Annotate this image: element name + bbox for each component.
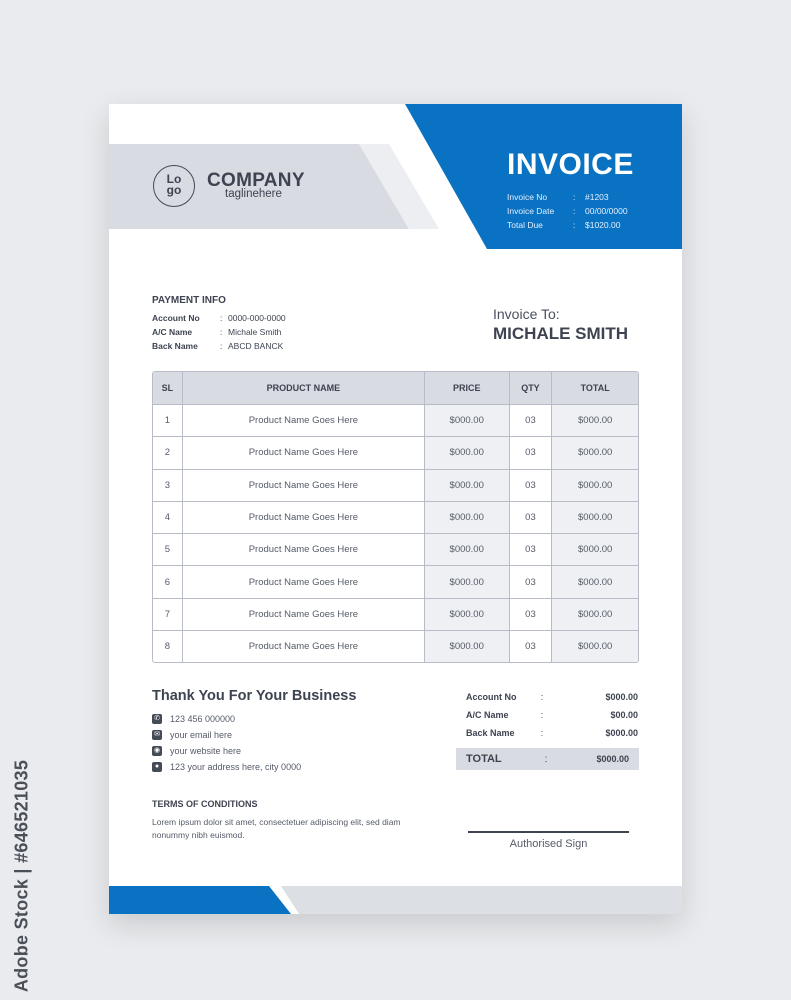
signature-line bbox=[468, 831, 629, 833]
table-row bbox=[153, 630, 638, 662]
table-row bbox=[153, 565, 638, 597]
contact-item bbox=[152, 727, 301, 743]
phone-icon: ✆ bbox=[152, 714, 162, 724]
summary-total bbox=[456, 748, 639, 770]
cell-price: $000.00 bbox=[424, 566, 509, 597]
payment-info-title: PAYMENT INFO bbox=[152, 295, 226, 306]
contact-list bbox=[152, 711, 301, 775]
cell-qty: 03 bbox=[509, 470, 552, 501]
payment-row bbox=[152, 327, 286, 341]
summary-value: $000.00 bbox=[605, 692, 638, 702]
total-colon: : bbox=[544, 753, 548, 765]
stock-id-text: Adobe Stock | #646521035 bbox=[11, 759, 32, 993]
meta-colon: : bbox=[573, 192, 576, 202]
contact-item bbox=[152, 711, 301, 727]
header-qty: QTY bbox=[509, 372, 552, 404]
cell-sl: 3 bbox=[164, 479, 171, 491]
company-tagline: taglinehere bbox=[225, 188, 282, 200]
table-row bbox=[153, 404, 638, 436]
summary-value: $00.00 bbox=[610, 710, 638, 720]
stock-id-watermark bbox=[8, 760, 36, 992]
cell-product-name: Product Name Goes Here bbox=[182, 470, 424, 501]
summary-colon: : bbox=[540, 710, 544, 720]
meta-label: Invoice Date bbox=[507, 206, 555, 216]
cell-sl: 4 bbox=[164, 512, 171, 524]
payment-row bbox=[152, 341, 286, 355]
table-row bbox=[153, 501, 638, 533]
cell-total: $000.00 bbox=[551, 599, 638, 630]
payment-colon: : bbox=[220, 341, 223, 351]
contact-item bbox=[152, 743, 301, 759]
payment-label: Back Name bbox=[152, 341, 198, 351]
cell-product-name: Product Name Goes Here bbox=[182, 437, 424, 468]
contact-text: your email here bbox=[170, 730, 233, 740]
table-row bbox=[153, 533, 638, 565]
cell-total: $000.00 bbox=[551, 502, 638, 533]
contact-text: 123 your address here, city 0000 bbox=[170, 762, 302, 772]
payment-colon: : bbox=[220, 313, 223, 323]
payment-value: 0000-000-0000 bbox=[228, 313, 286, 323]
cell-sl: 7 bbox=[164, 608, 171, 620]
cell-qty: 03 bbox=[509, 631, 552, 662]
total-label: TOTAL bbox=[466, 753, 502, 765]
contact-item bbox=[152, 759, 301, 775]
meta-label: Total Due bbox=[507, 220, 543, 230]
meta-value: #1203 bbox=[585, 192, 609, 202]
cell-product-name: Product Name Goes Here bbox=[182, 405, 424, 436]
cell-total: $000.00 bbox=[551, 405, 638, 436]
invoice-meta-row bbox=[507, 220, 628, 234]
cell-sl: 8 bbox=[164, 641, 171, 653]
total-value: $000.00 bbox=[596, 754, 629, 764]
terms-title: TERMS OF CONDITIONS bbox=[152, 799, 258, 809]
cell-total: $000.00 bbox=[551, 566, 638, 597]
cell-qty: 03 bbox=[509, 405, 552, 436]
cell-price: $000.00 bbox=[424, 631, 509, 662]
invoice-meta-row bbox=[507, 192, 628, 206]
cell-total: $000.00 bbox=[551, 631, 638, 662]
cell-qty: 03 bbox=[509, 437, 552, 468]
footer-gray-band bbox=[259, 886, 682, 914]
contact-text: your website here bbox=[170, 746, 242, 756]
cell-product-name: Product Name Goes Here bbox=[182, 566, 424, 597]
thanks-title: Thank You For Your Business bbox=[152, 688, 357, 704]
summary-label: A/C Name bbox=[466, 710, 509, 720]
cell-product-name: Product Name Goes Here bbox=[182, 502, 424, 533]
summary-label: Account No bbox=[466, 692, 517, 702]
items-table bbox=[152, 371, 639, 663]
payment-row bbox=[152, 313, 286, 327]
company-name: COMPANY bbox=[207, 170, 305, 191]
table-body bbox=[153, 404, 638, 662]
footer-blue-band bbox=[109, 886, 291, 914]
cell-total: $000.00 bbox=[551, 437, 638, 468]
cell-total: $000.00 bbox=[551, 470, 638, 501]
meta-value: 00/00/0000 bbox=[585, 206, 628, 216]
payment-value: Michale Smith bbox=[228, 327, 282, 337]
cell-qty: 03 bbox=[509, 502, 552, 533]
globe-icon: ◉ bbox=[153, 747, 161, 754]
signature-label: Authorised Sign bbox=[509, 838, 588, 850]
summary-row bbox=[466, 724, 638, 742]
table-row bbox=[153, 436, 638, 468]
summary-row bbox=[466, 688, 638, 706]
table-row bbox=[153, 469, 638, 501]
cell-price: $000.00 bbox=[424, 534, 509, 565]
location-icon: ● bbox=[152, 762, 162, 772]
payment-label: A/C Name bbox=[152, 327, 193, 337]
cell-product-name: Product Name Goes Here bbox=[182, 631, 424, 662]
invoice-title: INVOICE bbox=[507, 148, 634, 181]
cell-qty: 03 bbox=[509, 566, 552, 597]
payment-label: Account No bbox=[152, 313, 200, 323]
payment-value: ABCD BANCK bbox=[228, 341, 284, 351]
cell-total: $000.00 bbox=[551, 534, 638, 565]
meta-colon: : bbox=[573, 220, 576, 230]
terms-text: Lorem ipsum dolor sit amet, consectetuer adipiscing elit, sed diam nonummy nibh euismod. bbox=[152, 817, 401, 840]
payment-colon: : bbox=[220, 327, 223, 337]
contact-text: 123 456 000000 bbox=[170, 714, 236, 724]
summary-colon: : bbox=[540, 728, 544, 738]
summary-colon: : bbox=[540, 692, 544, 702]
header-product-name: PRODUCT NAME bbox=[182, 372, 424, 404]
summary-label: Back Name bbox=[466, 728, 515, 738]
header-price: PRICE bbox=[424, 372, 509, 404]
payment-info-list bbox=[152, 313, 286, 355]
cell-price: $000.00 bbox=[424, 470, 509, 501]
invoice-sheet bbox=[109, 104, 682, 914]
meta-value: $1020.00 bbox=[585, 220, 621, 230]
email-icon: ✉ bbox=[152, 730, 162, 740]
invoice-meta bbox=[507, 192, 628, 234]
cell-qty: 03 bbox=[509, 599, 552, 630]
invoice-to-label: Invoice To: bbox=[493, 306, 560, 322]
invoice-to-name: MICHALE SMITH bbox=[493, 324, 629, 343]
cell-product-name: Product Name Goes Here bbox=[182, 599, 424, 630]
table-row bbox=[153, 598, 638, 630]
cell-sl: 5 bbox=[164, 544, 171, 556]
cell-product-name: Product Name Goes Here bbox=[182, 534, 424, 565]
meta-colon: : bbox=[573, 206, 576, 216]
header-sl: SL bbox=[161, 383, 174, 393]
summary-row bbox=[466, 706, 638, 724]
invoice-meta-row bbox=[507, 206, 628, 220]
summary-block bbox=[466, 688, 638, 742]
cell-qty: 03 bbox=[509, 534, 552, 565]
cell-price: $000.00 bbox=[424, 437, 509, 468]
meta-label: Invoice No bbox=[507, 192, 548, 202]
logo-icon: Lo go bbox=[153, 165, 195, 207]
cell-sl: 2 bbox=[164, 447, 171, 459]
table-header bbox=[153, 372, 638, 404]
cell-sl: 1 bbox=[164, 415, 171, 427]
cell-price: $000.00 bbox=[424, 405, 509, 436]
cell-price: $000.00 bbox=[424, 599, 509, 630]
cell-price: $000.00 bbox=[424, 502, 509, 533]
header-total: TOTAL bbox=[551, 372, 638, 404]
summary-value: $000.00 bbox=[605, 728, 638, 738]
cell-sl: 6 bbox=[164, 576, 171, 588]
